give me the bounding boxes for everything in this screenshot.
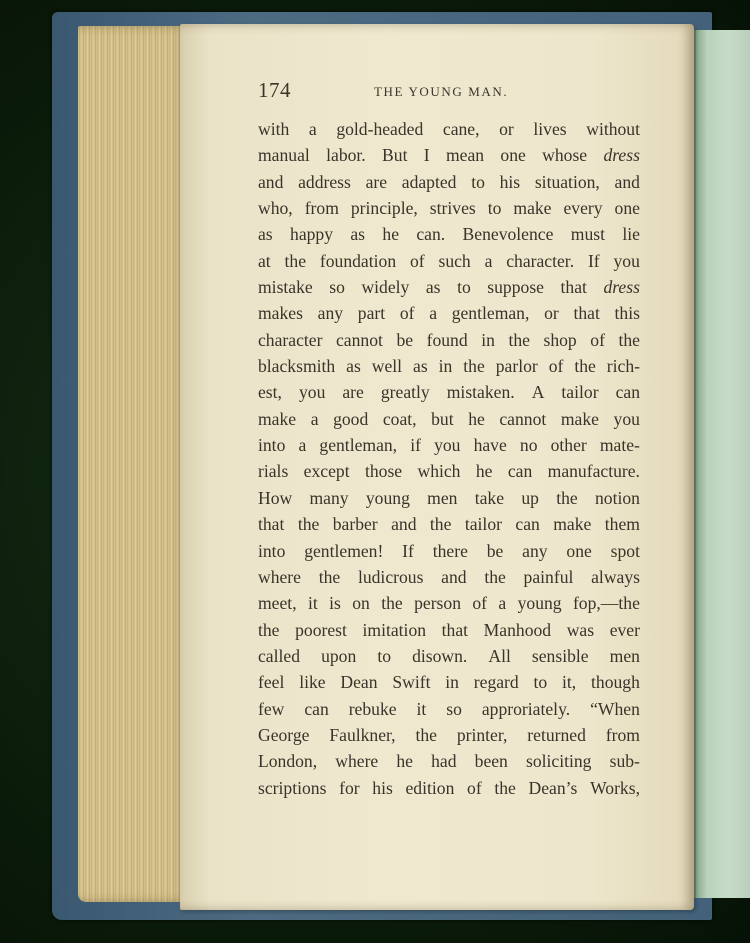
text-line: mistake so widely as to suppose that dress [258,277,640,298]
page-number: 174 [258,78,291,102]
text-line: How many young men take up the notion [258,487,640,508]
text-line: est, you are greatly mistaken. A tailor can [258,382,640,403]
facing-page [694,30,750,898]
text-line: make a good coat, but he cannot make you [258,408,640,429]
text-line: George Faulkner, the printer, returned from [258,724,640,745]
text-line: London, where he had been soliciting sub- [258,751,640,772]
text-line: feel like Dean Swift in regard to it, though [258,672,640,693]
body-text [258,116,640,801]
text-line: called upon to disown. All sensible men [258,645,640,666]
text-line: into a gentleman, if you have no other mate- [258,435,640,456]
text-line: as happy as he can. Benevolence must lie [258,224,640,245]
text-line: who, from principle, strives to make every one [258,198,640,219]
text-line: and address are adapted to his situation, and [258,171,640,192]
text-line: into gentlemen! If there be any one spot [258,540,640,561]
text-line: scriptions for his edition of the Dean’s Works, [258,777,640,798]
page-edges [78,26,188,902]
text-line: where the ludicrous and the painful always [258,566,640,587]
text-line: the poorest imitation that Manhood was ever [258,619,640,640]
text-line: that the barber and the tailor can make them [258,514,640,535]
text-line: meet, it is on the person of a young fop,—the [258,593,640,614]
page-header [258,78,648,106]
text-line: rials except those which he can manufacture. [258,461,640,482]
text-line: few can rebuke it so approriately. “When [258,698,640,719]
text-line: character cannot be found in the shop of the [258,329,640,350]
text-line: manual labor. But I mean one whose dress [258,145,640,166]
text-line: at the foundation of such a character. If you [258,250,640,271]
text-line: blacksmith as well as in the parlor of the rich- [258,356,640,377]
text-line: with a gold-headed cane, or lives without [258,119,640,139]
text-line: makes any part of a gentleman, or that this [258,303,640,324]
running-head: THE YOUNG MAN. [374,84,509,99]
